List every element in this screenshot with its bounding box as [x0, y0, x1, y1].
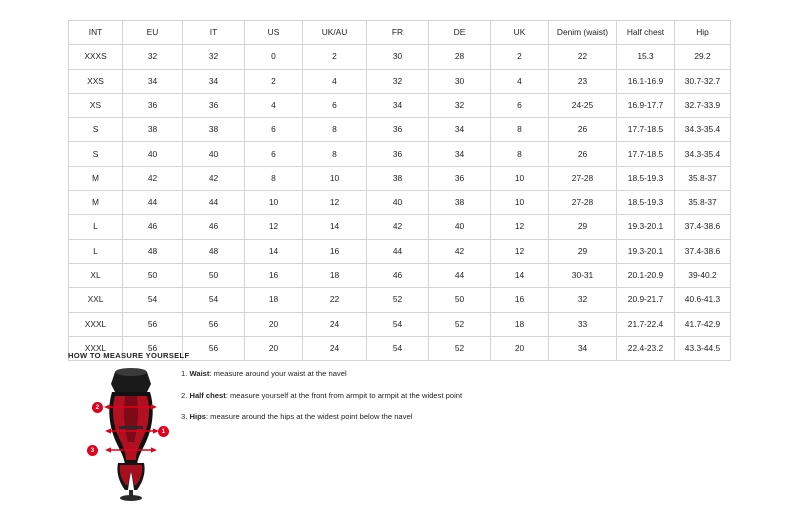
table-cell: 8 [303, 118, 367, 142]
table-cell: S [69, 142, 123, 166]
table-cell: 38 [429, 191, 491, 215]
table-cell: 8 [491, 118, 549, 142]
table-cell: 56 [183, 312, 245, 336]
table-row [69, 69, 731, 93]
table-cell: XL [69, 263, 123, 287]
table-cell: 40 [367, 191, 429, 215]
table-row [69, 118, 731, 142]
table-cell: 20 [491, 336, 549, 360]
column-header: Denim (waist) [549, 21, 617, 45]
table-cell: 24 [303, 312, 367, 336]
table-row [69, 312, 731, 336]
table-cell: 23 [549, 69, 617, 93]
table-cell: 4 [491, 69, 549, 93]
table-cell: 8 [303, 142, 367, 166]
table-cell: 44 [367, 239, 429, 263]
table-cell: 27-28 [549, 166, 617, 190]
table-cell: 48 [183, 239, 245, 263]
table-cell: 38 [367, 166, 429, 190]
column-header: EU [123, 21, 183, 45]
table-cell: 46 [123, 215, 183, 239]
table-cell: 28 [429, 45, 491, 69]
column-header: FR [367, 21, 429, 45]
table-cell: 35.8-37 [675, 191, 731, 215]
table-cell: 34 [367, 93, 429, 117]
table-cell: 36 [367, 118, 429, 142]
table-cell: 36 [429, 166, 491, 190]
table-cell: 18 [245, 288, 303, 312]
table-header-row [69, 21, 731, 45]
table-cell: 12 [245, 215, 303, 239]
table-head [69, 21, 731, 45]
table-cell: 18.5-19.3 [617, 166, 675, 190]
table-cell: 54 [367, 312, 429, 336]
table-cell: 34 [549, 336, 617, 360]
table-cell: 10 [303, 166, 367, 190]
table-body [69, 45, 731, 361]
table-row [69, 288, 731, 312]
table-cell: 34.3-35.4 [675, 142, 731, 166]
table-cell: 42 [183, 166, 245, 190]
size-chart-table [68, 20, 731, 361]
how-to-measure-title: HOW TO MEASURE YOURSELF [68, 351, 190, 360]
table-cell: 54 [367, 336, 429, 360]
table-cell: 40 [183, 142, 245, 166]
table-cell: 32 [367, 69, 429, 93]
column-header: Hip [675, 21, 731, 45]
table-cell: 56 [123, 312, 183, 336]
measure-instruction-number: 3. [181, 412, 188, 422]
table-cell: 34 [429, 118, 491, 142]
table-cell: 56 [183, 336, 245, 360]
table-cell: 14 [303, 215, 367, 239]
table-cell: 32 [123, 45, 183, 69]
table-cell: 24-25 [549, 93, 617, 117]
table-cell: 52 [429, 312, 491, 336]
table-cell: 37.4-38.6 [675, 215, 731, 239]
column-header: UK [491, 21, 549, 45]
table-cell: L [69, 239, 123, 263]
table-cell: 32 [549, 288, 617, 312]
table-cell: 22 [303, 288, 367, 312]
table-cell: 42 [367, 215, 429, 239]
figure-badge-2: 2 [92, 402, 103, 413]
table-cell: 14 [491, 263, 549, 287]
table-cell: 12 [303, 191, 367, 215]
table-cell: 42 [123, 166, 183, 190]
table-cell: 18 [491, 312, 549, 336]
table-cell: 54 [123, 288, 183, 312]
table-cell: 30-31 [549, 263, 617, 287]
table-cell: 32 [183, 45, 245, 69]
table-cell: 2 [303, 45, 367, 69]
table-cell: 38 [183, 118, 245, 142]
table-cell: 43.3-44.5 [675, 336, 731, 360]
table-cell: 10 [245, 191, 303, 215]
table-row [69, 239, 731, 263]
table-cell: 16.1-16.9 [617, 69, 675, 93]
table-cell: 6 [303, 93, 367, 117]
table-cell: 8 [245, 166, 303, 190]
measure-instruction-text: : measure yourself at the front from armpit to armpit at the widest point [225, 390, 463, 400]
table-cell: 36 [123, 93, 183, 117]
measure-instruction [181, 412, 581, 421]
table-cell: 26 [549, 142, 617, 166]
table-cell: 35.8-37 [675, 166, 731, 190]
table-cell: 29 [549, 215, 617, 239]
table-cell: 16 [491, 288, 549, 312]
table-cell: 44 [429, 263, 491, 287]
figure-badge-3: 3 [87, 445, 98, 456]
table-cell: XXS [69, 69, 123, 93]
table-cell: 8 [491, 142, 549, 166]
table-cell: 41.7-42.9 [675, 312, 731, 336]
measure-instruction-number: 1. [181, 369, 188, 378]
table-cell: 33 [549, 312, 617, 336]
table-cell: 19.3-20.1 [617, 215, 675, 239]
measure-instruction [181, 391, 581, 400]
table-cell: 22.4-23.2 [617, 336, 675, 360]
table-cell: 4 [303, 69, 367, 93]
table-cell: 6 [245, 118, 303, 142]
table-cell: 36 [183, 93, 245, 117]
table-cell: 18.5-19.3 [617, 191, 675, 215]
table-cell: 16 [303, 239, 367, 263]
table-cell: 19.3-20.1 [617, 239, 675, 263]
table-cell: 16.9-17.7 [617, 93, 675, 117]
table-cell: 34 [183, 69, 245, 93]
table-row [69, 45, 731, 69]
table-cell: 39-40.2 [675, 263, 731, 287]
column-header: IT [183, 21, 245, 45]
table-cell: 12 [491, 239, 549, 263]
table-cell: 14 [245, 239, 303, 263]
table-cell: 46 [183, 215, 245, 239]
table-cell: 18 [303, 263, 367, 287]
measure-instruction-term: Half chest [189, 390, 226, 400]
table-cell: 32 [429, 93, 491, 117]
table-cell: 30.7-32.7 [675, 69, 731, 93]
table-cell: 20.1-20.9 [617, 263, 675, 287]
table-cell: XXXL [69, 312, 123, 336]
table-cell: 32.7-33.9 [675, 93, 731, 117]
table-cell: 40 [429, 215, 491, 239]
table-cell: 0 [245, 45, 303, 69]
table-cell: 10 [491, 166, 549, 190]
table-cell: 22 [549, 45, 617, 69]
table-cell: 20 [245, 312, 303, 336]
table-cell: 46 [367, 263, 429, 287]
column-header: INT [69, 21, 123, 45]
table-cell: S [69, 118, 123, 142]
figure-badge-1: 1 [158, 426, 169, 437]
table-cell: 15.3 [617, 45, 675, 69]
table-cell: 16 [245, 263, 303, 287]
table-cell: 50 [123, 263, 183, 287]
table-cell: 30 [429, 69, 491, 93]
table-cell: 40.6-41.3 [675, 288, 731, 312]
measure-instruction-text: : measure around your waist at the navel [209, 369, 347, 378]
table-row [69, 263, 731, 287]
table-cell: XS [69, 93, 123, 117]
size-chart-table-wrapper [68, 20, 730, 361]
table-cell: 17.7-18.5 [617, 118, 675, 142]
column-header: US [245, 21, 303, 45]
table-cell: 52 [429, 336, 491, 360]
table-cell: 40 [123, 142, 183, 166]
table-cell: 29.2 [675, 45, 731, 69]
table-cell: 36 [367, 142, 429, 166]
table-cell: 10 [491, 191, 549, 215]
table-cell: XXL [69, 288, 123, 312]
table-cell: 37.4-38.6 [675, 239, 731, 263]
table-cell: 20 [245, 336, 303, 360]
table-cell: M [69, 191, 123, 215]
table-cell: XXXS [69, 45, 123, 69]
table-cell: 6 [491, 93, 549, 117]
table-row [69, 191, 731, 215]
column-header: UK/AU [303, 21, 367, 45]
table-cell: 4 [245, 93, 303, 117]
table-cell: 30 [367, 45, 429, 69]
measure-instruction-number: 2. [181, 390, 188, 400]
table-cell: 6 [245, 142, 303, 166]
measure-instruction-term: Hips [189, 412, 206, 422]
table-cell: 29 [549, 239, 617, 263]
table-cell: 26 [549, 118, 617, 142]
table-row [69, 93, 731, 117]
column-header: DE [429, 21, 491, 45]
table-cell: XXXL [69, 336, 123, 360]
table-cell: 50 [429, 288, 491, 312]
table-cell: 50 [183, 263, 245, 287]
table-cell: 54 [183, 288, 245, 312]
measure-instruction-term: Waist [189, 369, 210, 378]
table-cell: 24 [303, 336, 367, 360]
table-cell: M [69, 166, 123, 190]
table-cell: 42 [429, 239, 491, 263]
table-cell: 2 [491, 45, 549, 69]
table-cell: 17.7-18.5 [617, 142, 675, 166]
table-cell: 52 [367, 288, 429, 312]
table-row [69, 142, 731, 166]
table-cell: 48 [123, 239, 183, 263]
measurement-figure [85, 366, 181, 501]
measure-instruction [181, 369, 581, 378]
table-cell: L [69, 215, 123, 239]
table-cell: 38 [123, 118, 183, 142]
table-cell: 12 [491, 215, 549, 239]
table-cell: 20.9-21.7 [617, 288, 675, 312]
table-cell: 21.7-22.4 [617, 312, 675, 336]
table-cell: 27-28 [549, 191, 617, 215]
table-cell: 34 [429, 142, 491, 166]
measure-instruction-text: : measure around the hips at the widest point below the navel [205, 412, 413, 422]
how-to-measure-list [181, 369, 581, 434]
table-cell: 44 [183, 191, 245, 215]
table-row [69, 215, 731, 239]
table-cell: 56 [123, 336, 183, 360]
table-cell: 44 [123, 191, 183, 215]
table-cell: 34 [123, 69, 183, 93]
column-header: Half chest [617, 21, 675, 45]
table-row [69, 166, 731, 190]
table-cell: 2 [245, 69, 303, 93]
table-cell: 34.3-35.4 [675, 118, 731, 142]
